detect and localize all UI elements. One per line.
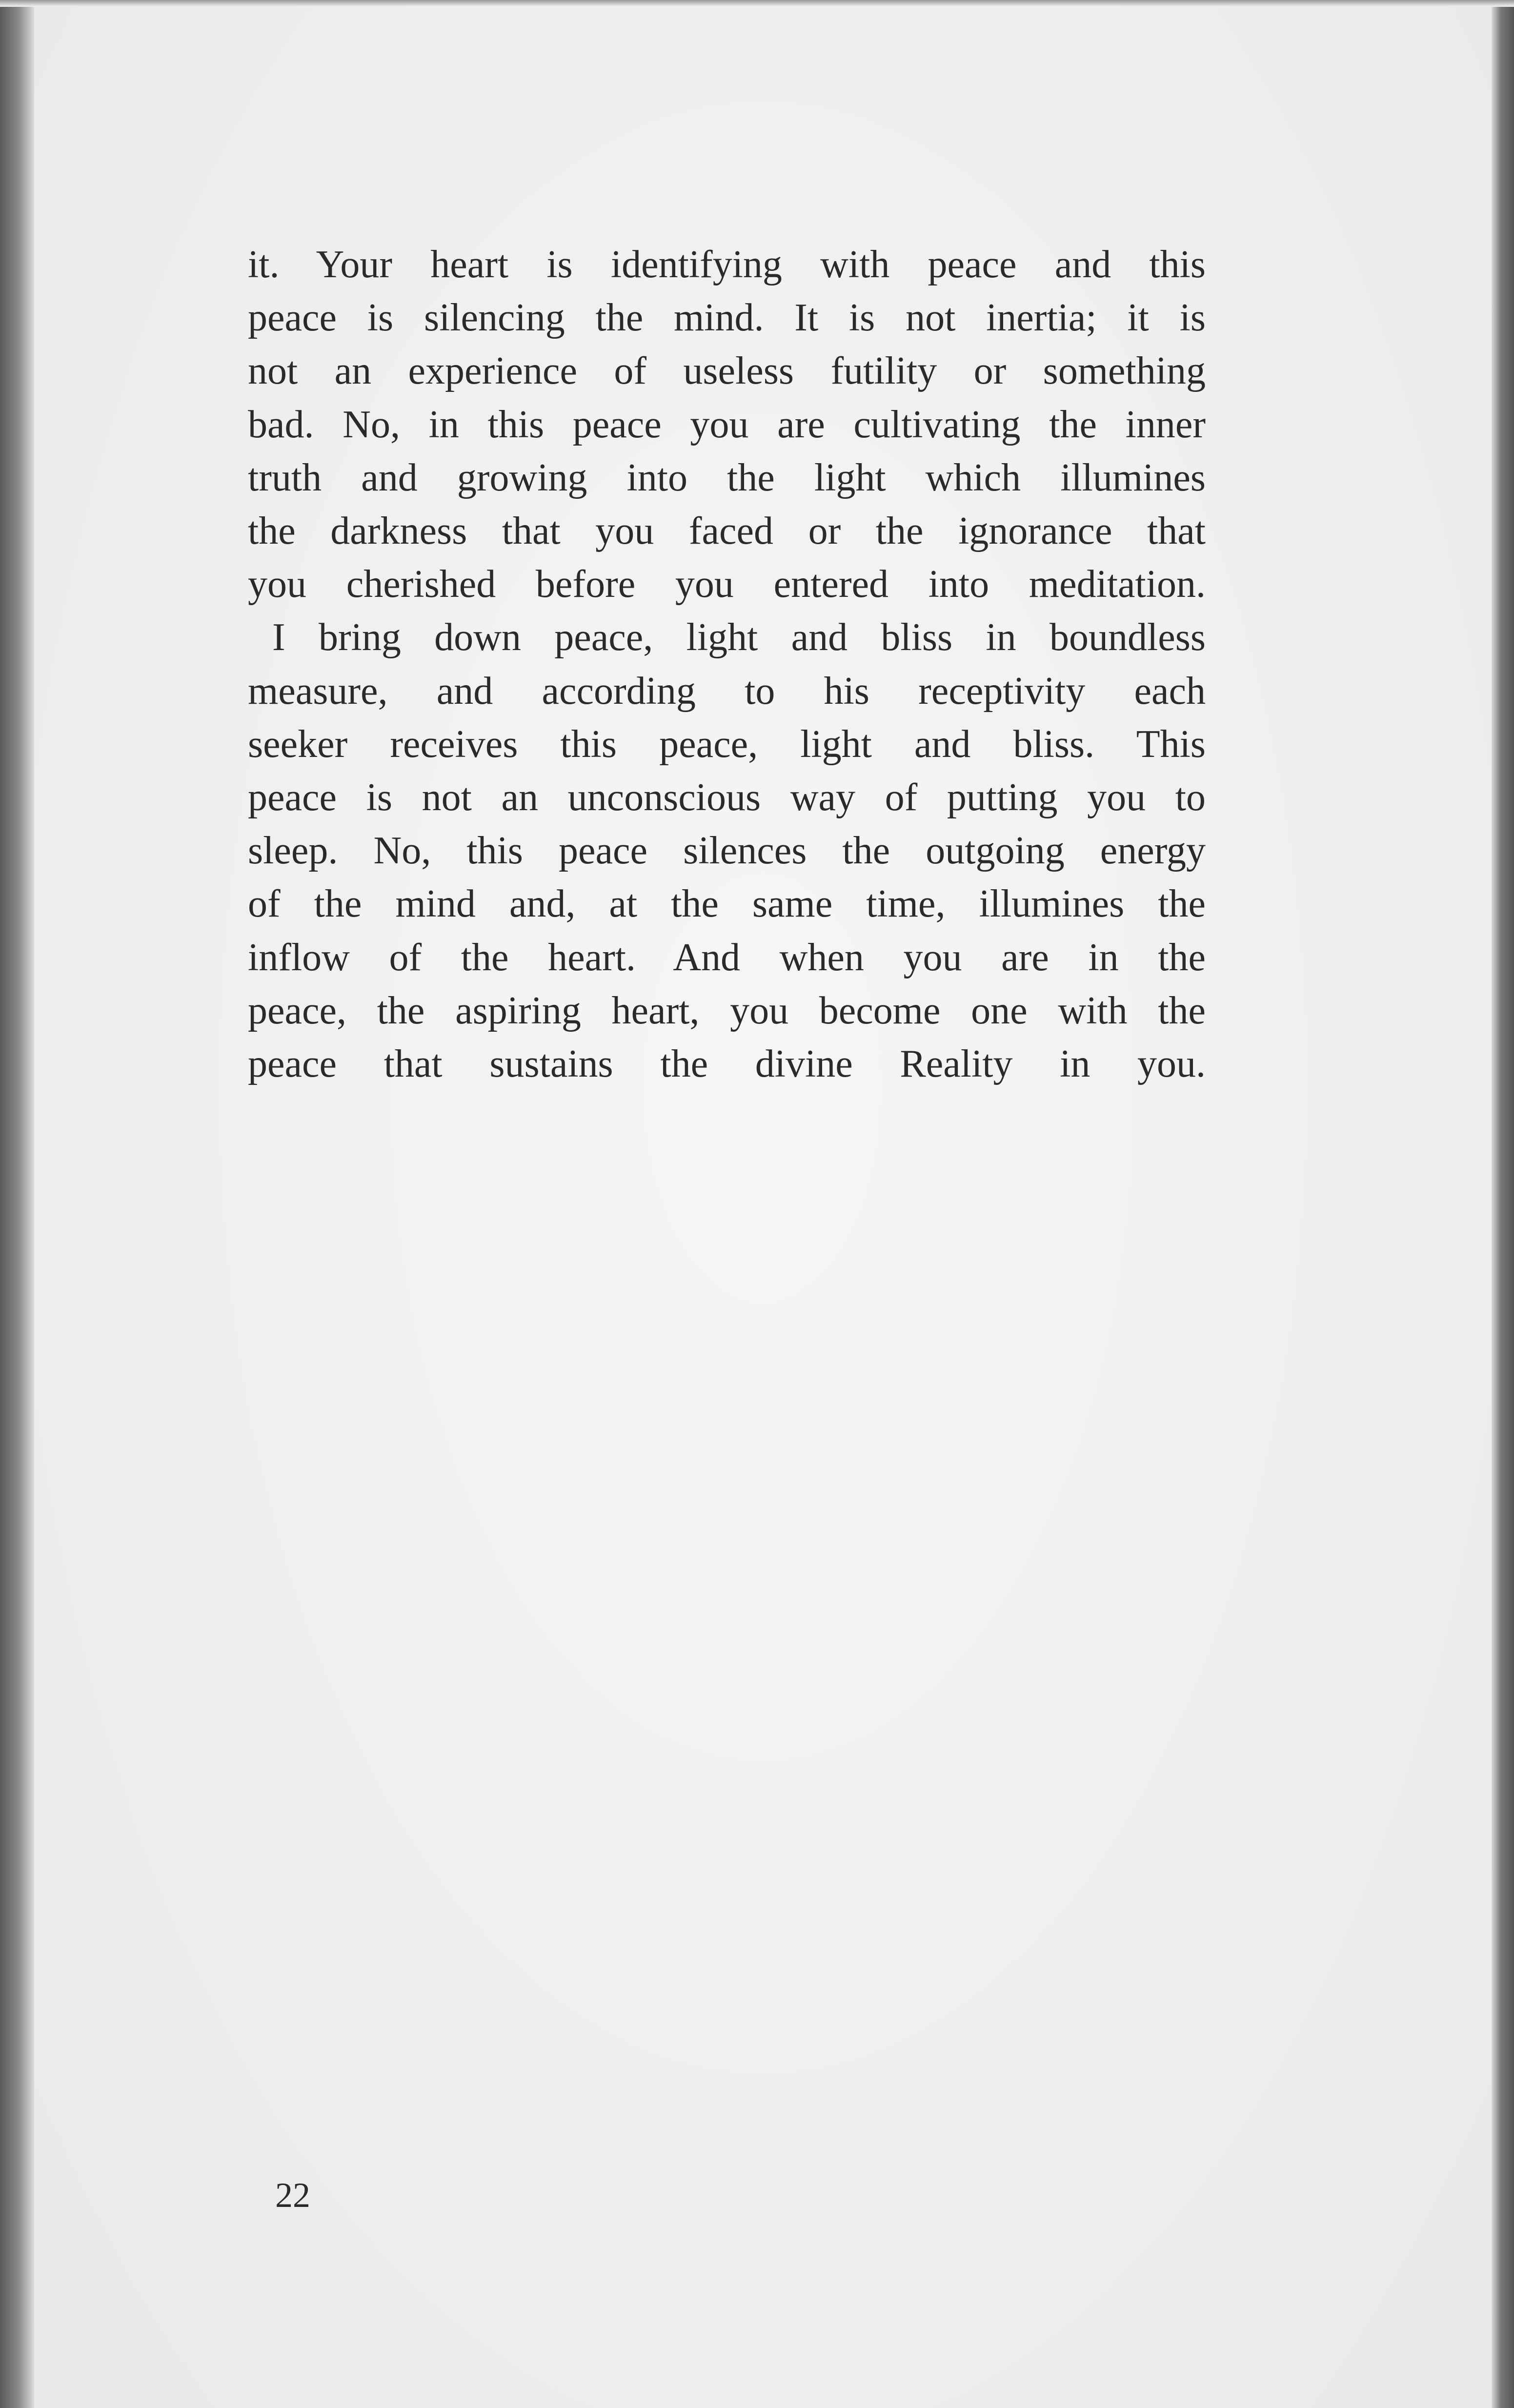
top-scan-edge	[0, 0, 1514, 7]
paragraph-1	[248, 238, 1206, 611]
text-line: I bring down peace, light and bliss in boundless	[272, 616, 1206, 659]
paragraph-2	[248, 611, 1206, 1091]
text-line: peace is not an unconscious way of putting you to	[248, 776, 1206, 819]
text-line: peace that sustains the divine Reality in you.	[248, 1042, 1206, 1086]
text-line: of the mind and, at the same time, illumines the	[248, 882, 1206, 926]
text-line: measure, and according to his receptivity each	[248, 669, 1206, 713]
text-line: inflow of the heart. And when you are in the	[248, 936, 1206, 979]
right-scan-edge	[1492, 0, 1514, 2408]
text-line: peace, the aspiring heart, you become one with the	[248, 989, 1206, 1032]
text-line: seeker receives this peace, light and bliss. This	[248, 722, 1206, 766]
text-line: bad. No, in this peace you are cultivating the inner	[248, 403, 1206, 446]
text-line: you cherished before you entered into meditation.	[248, 563, 1206, 606]
text-line: sleep. No, this peace silences the outgoing energy	[248, 829, 1206, 873]
left-scan-edge	[0, 0, 34, 2408]
body-text	[248, 238, 1206, 1091]
page-number: 22	[275, 2176, 310, 2215]
text-line: the darkness that you faced or the ignorance that	[248, 510, 1206, 553]
text-line: it. Your heart is identifying with peace and this	[248, 243, 1206, 286]
text-line: truth and growing into the light which illumines	[248, 456, 1206, 499]
text-line: peace is silencing the mind. It is not inertia; it is	[248, 296, 1206, 340]
text-line: not an experience of useless futility or something	[248, 349, 1206, 393]
